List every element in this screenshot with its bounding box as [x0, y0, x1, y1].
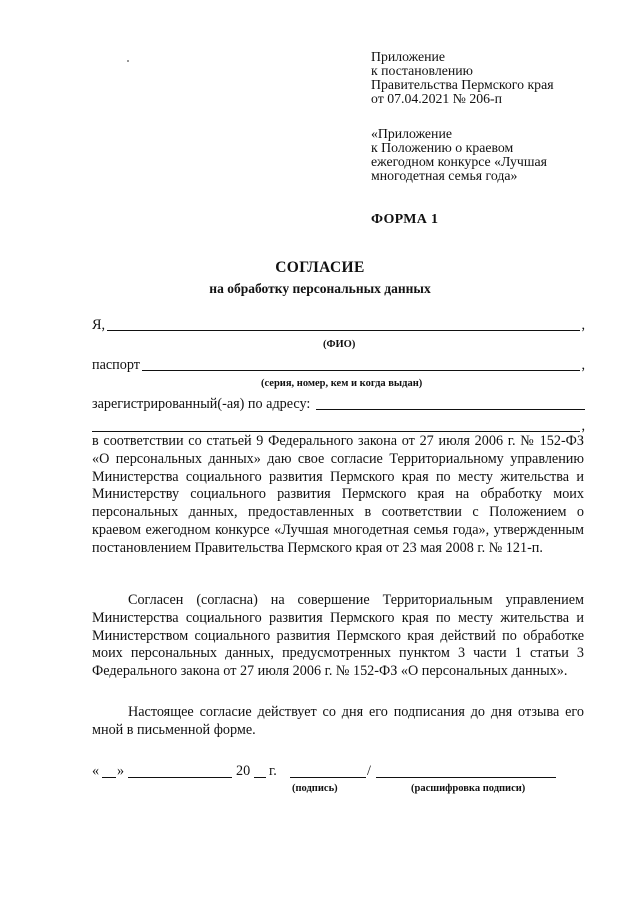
appendix-header-line: от 07.04.2021 № 206-п	[371, 91, 503, 106]
year-suffix: г.	[269, 763, 277, 779]
date-quote-open: «	[92, 763, 100, 779]
passport-hint: (серия, номер, кем и когда выдан)	[261, 378, 423, 389]
appendix-header-line: Правительства Пермского края	[371, 77, 554, 92]
appendix-quote-line: многодетная семья года»	[371, 168, 518, 183]
appendix-quote-line: к Положению о краевом	[371, 140, 514, 155]
address-blank-line-2[interactable]	[92, 417, 580, 432]
year-blank-line[interactable]	[254, 763, 266, 778]
consent-paragraph-1: в соответствии со статьей 9 Федерального закона от 27 июля 2006 г. № 152-ФЗ «О персональных данных» даю свое согласие Территориальному управлению Министерства социального развития Пермского края по месту жительства и Министерству социального развития Пермского края на обработку моих персональных данных, предоставленных в соответствии с Положением о краевом ежегодном конкурсе «Лучшая многодетная семья года», утвержденным постановлением Правительства Пермского края от 23 мая 2008 г. № 121-п.	[92, 433, 584, 556]
appendix-quote	[371, 127, 616, 183]
date-quote-close: »	[117, 763, 125, 779]
fio-comma: ,	[581, 317, 585, 333]
appendix-quote-line: ежегодном конкурсе «Лучшая	[371, 154, 547, 169]
address-comma: ,	[581, 418, 585, 434]
fio-label: Я,	[92, 317, 106, 333]
appendix-header-line: Приложение	[371, 49, 446, 64]
day-blank-line[interactable]	[102, 763, 116, 778]
document-title: СОГЛАСИЕ	[275, 259, 365, 276]
signature-slash: /	[367, 763, 371, 779]
fio-field[interactable]	[92, 316, 585, 334]
address-blank-line[interactable]	[316, 395, 585, 410]
signature-decode-hint: (расшифровка подписи)	[411, 783, 526, 794]
appendix-header	[371, 50, 616, 106]
appendix-header-line: к постановлению	[371, 63, 473, 78]
scan-speck	[127, 60, 129, 62]
passport-comma: ,	[581, 357, 585, 373]
document-subtitle: на обработку персональных данных	[209, 281, 431, 296]
passport-label: паспорт	[92, 357, 140, 373]
passport-field[interactable]	[92, 356, 585, 374]
signature-hint: (подпись)	[292, 783, 338, 794]
month-blank-line[interactable]	[128, 763, 232, 778]
form-label: ФОРМА 1	[371, 212, 439, 227]
signature-decode-blank-line[interactable]	[376, 763, 556, 778]
consent-paragraph-2: Согласен (согласна) на совершение Территориальным управлением Министерства социального развития Пермского края по месту жительства и Министерством социального развития Пермского края действий по обработке моих персональных данных, предусмотренных пунктом 3 части 1 статьи 3 Федерального закона от 27 июля 2006 г. № 152-ФЗ «О персональных данных».	[92, 592, 584, 680]
appendix-quote-line: «Приложение	[371, 126, 452, 141]
fio-hint: (ФИО)	[323, 339, 356, 350]
year-prefix: 20	[236, 763, 251, 779]
address-label: зарегистрированный(-ая) по адресу:	[92, 396, 311, 412]
address-field[interactable]	[92, 395, 585, 413]
consent-paragraph-3: Настоящее согласие действует со дня его подписания до дня отзыва его мной в письменной форме.	[92, 704, 584, 738]
fio-blank-line[interactable]	[107, 316, 580, 331]
signature-blank-line[interactable]	[290, 763, 366, 778]
passport-blank-line[interactable]	[142, 356, 580, 371]
